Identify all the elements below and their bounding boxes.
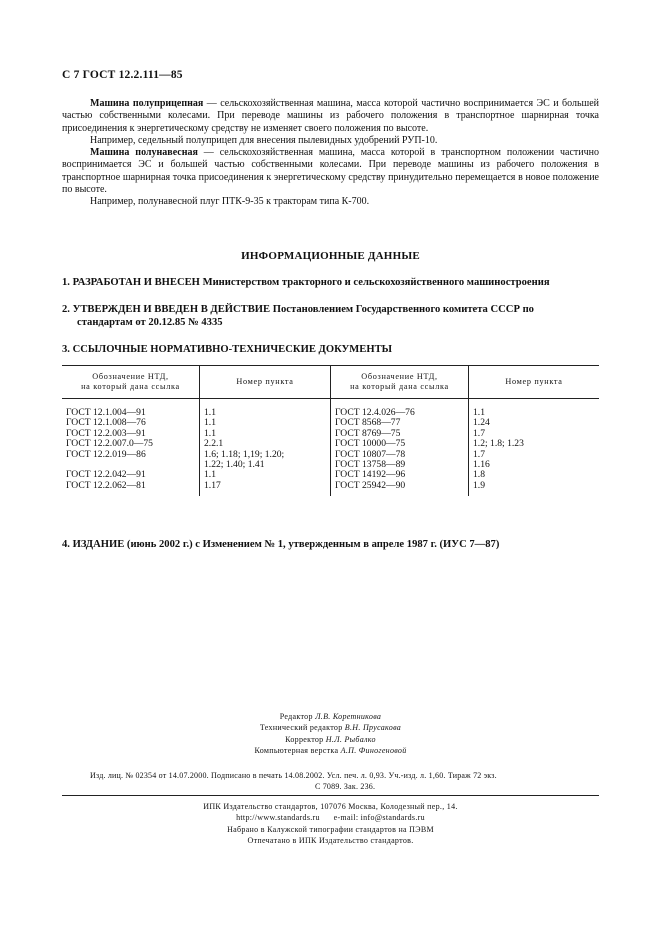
imprint-block: Изд. лиц. № 02354 от 14.07.2000. Подписано в печать 14.08.2002. Усл. печ. л. 0,93. Уч.-изд. л. 1,60. Тираж 72 экз. С 7089. Зак. 236. (90, 771, 497, 791)
col-doc-header: Обозначение НТД, на который дана ссылка (62, 366, 200, 399)
table-cell: 2.2.1 (204, 438, 224, 450)
example-semimounted: Например, полунавесной плуг ПТК-9-35 к тракторам типа К-700. (90, 196, 370, 208)
table-cell: 1.17 (204, 479, 221, 491)
table-cell: 1.2; 1.8; 1.23 (473, 438, 524, 450)
table-cell: ГОСТ 12.2.003—91 (66, 427, 146, 439)
table-cell: 1.8 (473, 469, 485, 481)
tech-editor-line: Технический редактор В.Н. Прусакова (259, 723, 402, 733)
table-header (62, 366, 599, 399)
definition-semitrailed: Машина полуприцепная — сельскохозяйственная машина, масса которой частично воспринимается ЭС и большей частью собственными колесами. При переводе машины из рабочего положения в транспортное шарнирная точка присоединения к энергетическому средству не изменяет своего положения по высоте. (62, 98, 599, 134)
definition-semimounted: Машина полунавесная — сельскохозяйственная машина, масса которой в транспортном положении частично воспринимается ЭС и большей частью собственными колесами. При переводе машины из рабочего положения в транспортное шарнирная точка присоединения к энергетическому средству принудительно перемещается в новое положение по высоте. (62, 147, 599, 196)
table-cell: ГОСТ 12.2.007.0—75 (66, 438, 153, 450)
section-3: 3. ССЫЛОЧНЫЕ НОРМАТИВНО-ТЕХНИЧЕСКИЕ ДОКУМЕНТЫ (62, 344, 393, 355)
table-cell: 1.1 (204, 407, 216, 418)
table-cell: 1.1 (473, 407, 485, 418)
table-cell: ГОСТ 10807—78 (335, 448, 406, 460)
table-cell: 1.6; 1.18; 1,19; 1.20; (204, 448, 285, 460)
editor-line: Редактор Л.В. Коретникова (279, 712, 382, 721)
section-4: 4. ИЗДАНИЕ (июнь 2002 г.) с Изменением № 1, утвержденным в апреле 1987 г. (ИУС 7—87) (62, 539, 500, 550)
table-cell: ГОСТ 12.2.042—91 (66, 469, 146, 481)
table-cell: ГОСТ 12.2.019—86 (66, 448, 146, 460)
table-body (62, 399, 599, 497)
table-cell: 1.9 (473, 479, 485, 491)
table-cell: ГОСТ 8568—77 (335, 417, 401, 429)
table-cell: ГОСТ 12.2.062—81 (66, 479, 146, 491)
table-cell: ГОСТ 12.1.008—76 (66, 417, 146, 429)
table-cell: 1.1 (204, 469, 216, 481)
col-para-header: Номер пункта (469, 366, 600, 399)
divider (62, 795, 599, 796)
left-para-column (200, 399, 331, 497)
table-cell: 1.1 (204, 427, 216, 439)
table-cell: ГОСТ 25942—90 (335, 479, 406, 491)
section-2: 2. УТВЕРЖДЕН И ВВЕДЕН В ДЕЙСТВИЕ Постановлением Государственного комитета СССР по стандартам от 20.12.85 № 4335 (62, 304, 534, 328)
table-cell: 1.1 (204, 417, 216, 429)
table-cell: ГОСТ 12.1.004—91 (66, 407, 146, 418)
table-cell: ГОСТ 12.4.026—76 (335, 407, 415, 418)
section-1: 1. РАЗРАБОТАН И ВНЕСЕН Министерством тракторного и сельскохозяйственного машиностроения (62, 277, 550, 288)
definitions-block (62, 98, 599, 209)
example-semitrailed: Например, седельный полуприцеп для внесения пылевидных удобрений РУП-10. (90, 134, 438, 146)
layout-line: Компьютерная верстка А.П. Финогеновой (254, 745, 407, 755)
table-cell: ГОСТ 10000—75 (335, 438, 406, 450)
table-cell: 1.7 (473, 448, 485, 460)
table-cell: ГОСТ 8769—75 (335, 427, 401, 439)
references-table (62, 365, 599, 496)
right-para-column (469, 399, 600, 497)
col-para-header: Номер пункта (200, 366, 331, 399)
table-cell: ГОСТ 13758—89 (335, 459, 406, 471)
table-cell: 1.22; 1.40; 1.41 (204, 459, 265, 471)
table-cell: 1.16 (473, 459, 490, 471)
table-cell: ГОСТ 14192—96 (335, 469, 406, 481)
page-header: С 7 ГОСТ 12.2.111—85 (62, 69, 183, 81)
corrector-line: Корректор Н.Л. Рыбалко (285, 734, 376, 744)
right-doc-column (331, 399, 469, 497)
table-cell: 1.24 (473, 417, 490, 429)
left-doc-column (62, 399, 200, 497)
publisher-block: ИПК Издательство стандартов, 107076 Москва, Колодезный пер., 14. http://www.standards.ru e-mail: info@standards.ru Набрано в Калужской типографии стандартов на ПЭВМ Отпечатано в ИПК Издательство стандартов. (203, 802, 458, 845)
info-title: ИНФОРМАЦИОННЫЕ ДАННЫЕ (241, 250, 420, 262)
table-cell: 1.7 (473, 427, 485, 439)
col-doc-header: Обозначение НТД, на который дана ссылка (331, 366, 469, 399)
credits-block (0, 711, 661, 756)
